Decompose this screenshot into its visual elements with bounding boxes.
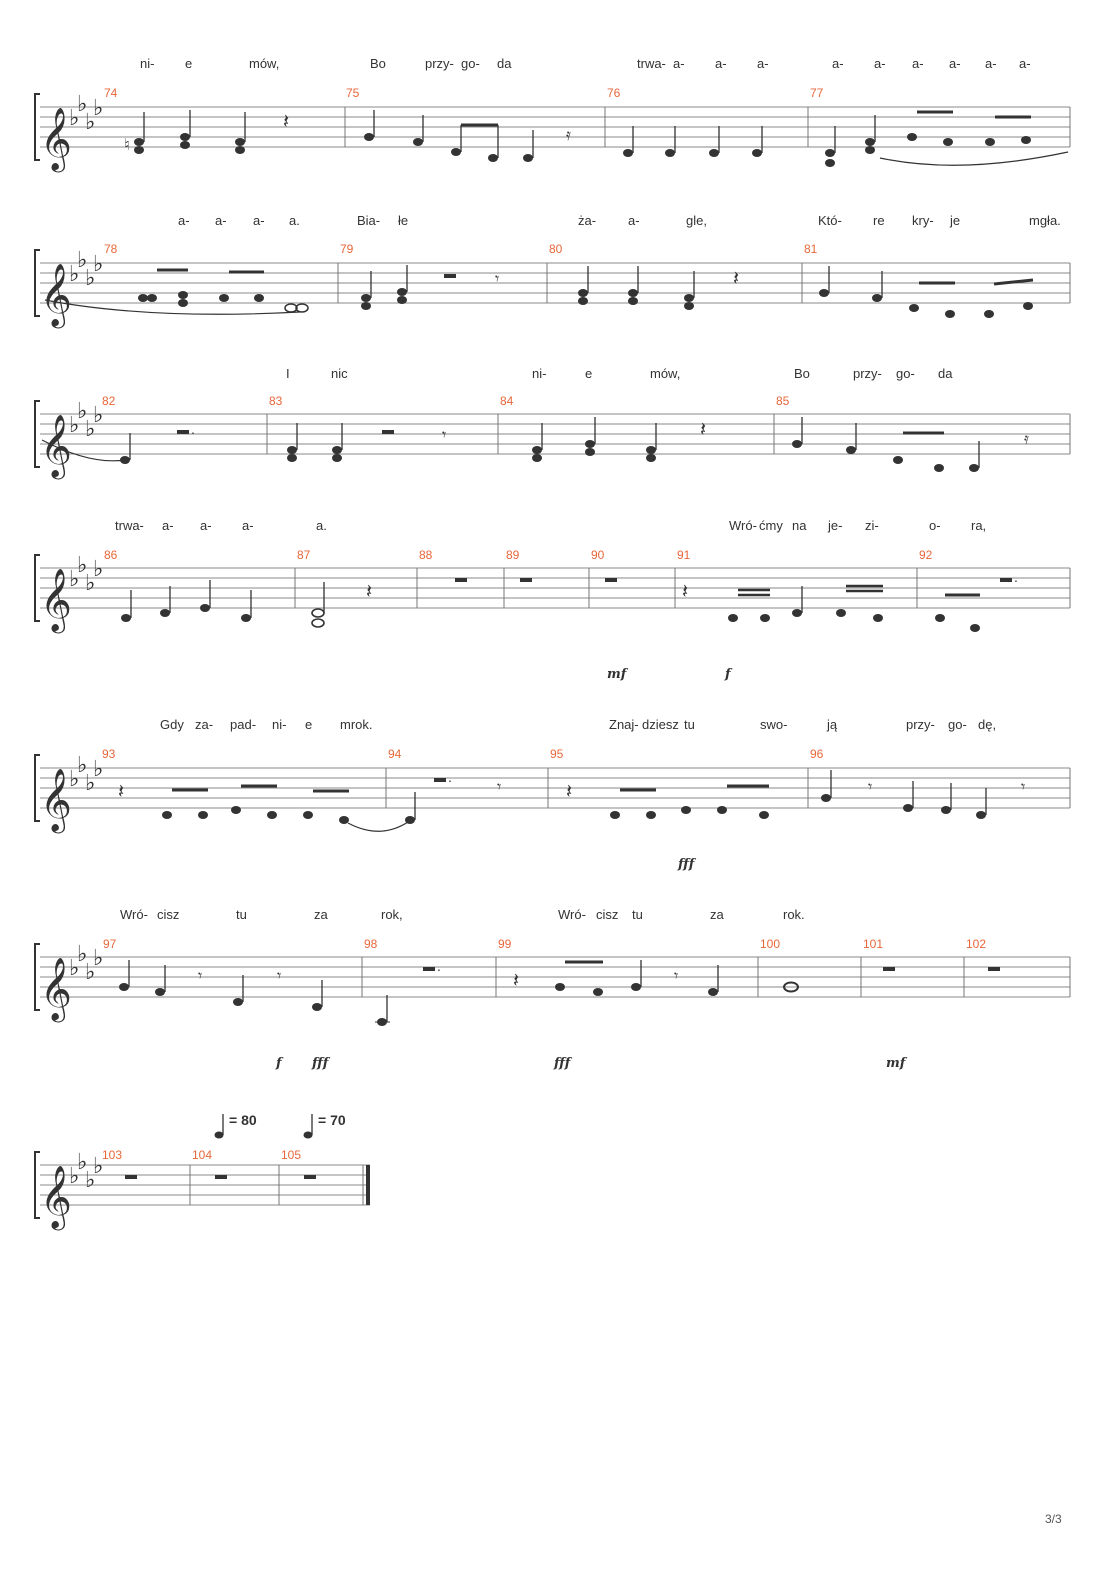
- svg-text:♭: ♭: [69, 956, 80, 981]
- key-signature-flats: [69, 553, 103, 596]
- measure-number: 80: [549, 242, 563, 256]
- measure-number: 101: [863, 937, 884, 951]
- lyric-syllable: a-: [242, 518, 254, 533]
- lyric-syllable: za: [710, 907, 724, 922]
- lyric-syllable: I: [286, 366, 290, 381]
- staff-lines: [40, 263, 1070, 303]
- lyric-syllable: a.: [289, 213, 300, 228]
- lyric-syllable: je: [950, 213, 961, 228]
- measure-number: 98: [364, 937, 378, 951]
- treble-clef-icon: 𝄞: [40, 414, 72, 477]
- lyric-syllable: go-: [896, 366, 915, 381]
- svg-text:♭: ♭: [85, 1168, 96, 1193]
- svg-text:♭: ♭: [85, 417, 96, 442]
- svg-text:𝄽: 𝄽: [682, 579, 689, 603]
- svg-text:♭: ♭: [85, 110, 96, 135]
- dynamic-mark: fff: [312, 1056, 329, 1071]
- lyric-syllable: ją: [827, 717, 838, 732]
- lyric-syllable: na: [792, 518, 807, 533]
- treble-clef-icon: 𝄞: [40, 1165, 72, 1228]
- svg-text:♭: ♭: [85, 960, 96, 985]
- lyric-syllable: a-: [215, 213, 227, 228]
- measure-number: 92: [919, 548, 933, 562]
- page-number: 3/3: [1045, 1512, 1062, 1526]
- lyric-syllable: a-: [874, 56, 886, 71]
- lyric-syllable: mów,: [249, 56, 280, 71]
- lyric-syllable: gle,: [686, 213, 707, 228]
- lyric-syllable: mów,: [650, 366, 681, 381]
- svg-text:.: .: [437, 958, 441, 974]
- lyric-syllable: Wró-: [120, 907, 148, 922]
- lyric-syllable: za: [314, 907, 328, 922]
- lyric-syllable: go-: [461, 56, 480, 71]
- measure-number: 100: [760, 937, 781, 951]
- lyric-syllable: ćmy: [759, 518, 783, 533]
- svg-text:𝄾: 𝄾: [868, 777, 873, 796]
- svg-text:𝄽: 𝄽: [513, 968, 520, 992]
- svg-text:♭: ♭: [85, 771, 96, 796]
- system-4: [35, 518, 1070, 682]
- lyric-syllable: mrok.: [340, 717, 373, 732]
- svg-text:♭: ♭: [93, 946, 104, 971]
- svg-text:♭: ♭: [85, 266, 96, 291]
- lyric-syllable: a-: [832, 56, 844, 71]
- svg-text:♭: ♭: [69, 767, 80, 792]
- svg-text:♭: ♭: [69, 1164, 80, 1189]
- lyric-syllable: Gdy: [160, 717, 184, 732]
- lyric-syllable: a.: [316, 518, 327, 533]
- measure-number: 85: [776, 394, 790, 408]
- svg-text:𝄾: 𝄾: [497, 777, 502, 796]
- lyric-syllable: rok.: [783, 907, 805, 922]
- svg-text:♭: ♭: [93, 403, 104, 428]
- system-7: [35, 1112, 370, 1231]
- measure-number: 97: [103, 937, 117, 951]
- svg-text:♭: ♭: [93, 557, 104, 582]
- svg-text:♭: ♭: [93, 252, 104, 277]
- measure-number: 78: [104, 242, 118, 256]
- lyric-syllable: a-: [628, 213, 640, 228]
- staff-lines: [40, 107, 1070, 147]
- system-3: [35, 366, 1070, 480]
- measure-number: 86: [104, 548, 118, 562]
- lyric-syllable: da: [938, 366, 953, 381]
- measure-number: 87: [297, 548, 311, 562]
- svg-text:♭: ♭: [77, 753, 88, 778]
- measure-number: 93: [102, 747, 116, 761]
- svg-text:𝄾: 𝄾: [495, 269, 500, 288]
- lyric-syllable: pad-: [230, 717, 257, 732]
- lyric-syllable: trwa-: [637, 56, 666, 71]
- tempo-mark-text: = 70: [318, 1112, 346, 1128]
- key-signature-flats: [69, 248, 103, 291]
- svg-text:𝄿: 𝄿: [1024, 429, 1029, 448]
- lyric-syllable: a-: [200, 518, 212, 533]
- lyric-syllable: przy-: [425, 56, 454, 71]
- lyric-syllable: nic: [331, 366, 348, 381]
- measure-number: 95: [550, 747, 564, 761]
- dynamic-mark: mf: [886, 1056, 906, 1071]
- lyric-syllable: go-: [948, 717, 967, 732]
- svg-text:♭: ♭: [69, 413, 80, 438]
- lyric-syllable: je-: [828, 518, 843, 533]
- svg-text:♭: ♭: [69, 106, 80, 131]
- measure-number: 96: [810, 747, 824, 761]
- svg-text:♭: ♭: [77, 399, 88, 424]
- notes: [125, 1175, 316, 1179]
- measure-number: 105: [281, 1148, 302, 1162]
- lyric-syllable: łe: [398, 213, 409, 228]
- lyric-syllable: e: [305, 717, 313, 732]
- lyric-syllable: cisz: [596, 907, 619, 922]
- key-signature-flats: [69, 92, 103, 135]
- svg-text:♭: ♭: [77, 1150, 88, 1175]
- measure-number: 102: [966, 937, 987, 951]
- lyric-syllable: ni-: [272, 717, 287, 732]
- svg-text:𝄽: 𝄽: [366, 579, 373, 603]
- measure-number: 91: [677, 548, 691, 562]
- svg-text:♭: ♭: [93, 96, 104, 121]
- svg-text:𝄾: 𝄾: [198, 966, 203, 985]
- system-5: [35, 717, 1070, 872]
- lyric-syllable: a-: [673, 56, 685, 71]
- svg-text:♭: ♭: [93, 1154, 104, 1179]
- lyric-syllable: cisz: [157, 907, 180, 922]
- lyric-syllable: dę,: [978, 717, 997, 732]
- measure-number: 94: [388, 747, 402, 761]
- lyric-syllable: a-: [162, 518, 174, 533]
- measure-number: 99: [498, 937, 512, 951]
- lyric-syllable: a-: [949, 56, 961, 71]
- measure-number: 103: [102, 1148, 123, 1162]
- measure-number: 82: [102, 394, 116, 408]
- lyric-syllable: re: [873, 213, 885, 228]
- tempo-mark: [304, 1112, 346, 1139]
- staff-lines: [40, 957, 1070, 997]
- svg-text:𝄽: 𝄽: [118, 779, 125, 803]
- measure-number: 90: [591, 548, 605, 562]
- measure-number: 74: [104, 86, 118, 100]
- dynamic-mark: mf: [607, 667, 627, 682]
- system-6: [35, 907, 1070, 1071]
- lyric-syllable: dziesz: [642, 717, 679, 732]
- dynamic-mark: fff: [554, 1056, 571, 1071]
- key-signature-flats: [69, 1150, 103, 1193]
- lyric-syllable: ra,: [971, 518, 987, 533]
- measure-number: 88: [419, 548, 433, 562]
- lyric-syllable: ni-: [140, 56, 155, 71]
- key-signature-flats: [69, 942, 103, 985]
- dynamic-mark: fff: [678, 857, 695, 872]
- lyric-syllable: Bo: [794, 366, 810, 381]
- lyric-syllable: Bia-: [357, 213, 381, 228]
- lyric-syllable: Któ-: [818, 213, 842, 228]
- measure-number: 83: [269, 394, 283, 408]
- lyric-syllable: Wró-: [729, 518, 757, 533]
- treble-clef-icon: 𝄞: [40, 957, 72, 1020]
- svg-text:𝄽: 𝄽: [700, 417, 707, 441]
- treble-clef-icon: 𝄞: [40, 568, 72, 631]
- dynamic-mark: f: [725, 667, 731, 682]
- lyric-syllable: Znaj-: [609, 717, 639, 732]
- lyric-syllable: przy-: [906, 717, 935, 732]
- lyric-syllable: mgła.: [1029, 213, 1061, 228]
- measure-number: 77: [810, 86, 824, 100]
- svg-text:.: .: [191, 421, 195, 437]
- measure-number: 79: [340, 242, 354, 256]
- svg-text:𝄾: 𝄾: [1021, 777, 1026, 796]
- system-2: [35, 213, 1070, 329]
- svg-text:♭: ♭: [77, 942, 88, 967]
- svg-text:♭: ♭: [69, 567, 80, 592]
- lyric-syllable: da: [497, 56, 512, 71]
- lyric-syllable: Bo: [370, 56, 386, 71]
- lyric-syllable: przy-: [853, 366, 882, 381]
- measure-number: 75: [346, 86, 360, 100]
- system-1: [35, 56, 1070, 173]
- lyric-syllable: trwa-: [115, 518, 144, 533]
- treble-clef-icon: 𝄞: [40, 768, 72, 831]
- svg-text:♭: ♭: [77, 92, 88, 117]
- svg-text:.: .: [1014, 569, 1018, 585]
- measure-number: 76: [607, 86, 621, 100]
- staff-lines: [40, 568, 1070, 608]
- svg-text:𝄾: 𝄾: [442, 425, 447, 444]
- measure-number: 104: [192, 1148, 213, 1162]
- tempo-mark: [215, 1112, 257, 1139]
- lyric-syllable: Wró-: [558, 907, 586, 922]
- lyric-syllable: ni-: [532, 366, 547, 381]
- lyric-syllable: a-: [715, 56, 727, 71]
- svg-text:♭: ♭: [77, 553, 88, 578]
- lyric-syllable: zi-: [865, 518, 879, 533]
- svg-text:♭: ♭: [85, 571, 96, 596]
- lyric-syllable: kry-: [912, 213, 934, 228]
- svg-text:𝄿: 𝄿: [566, 125, 571, 144]
- svg-text:♭: ♭: [77, 248, 88, 273]
- lyric-syllable: tu: [632, 907, 643, 922]
- svg-text:𝄽: 𝄽: [733, 266, 740, 290]
- lyric-syllable: rok,: [381, 907, 403, 922]
- notes: [119, 958, 1000, 1026]
- lyric-syllable: tu: [684, 717, 695, 732]
- treble-clef-icon: 𝄞: [40, 263, 72, 326]
- lyric-syllable: a-: [1019, 56, 1031, 71]
- svg-text:𝄾: 𝄾: [277, 966, 282, 985]
- measure-number: 84: [500, 394, 514, 408]
- svg-text:.: .: [448, 769, 452, 785]
- staff-lines: [40, 768, 1070, 808]
- svg-text:♭: ♭: [69, 262, 80, 287]
- svg-text:𝄾: 𝄾: [674, 966, 679, 985]
- key-signature-flats: [69, 399, 103, 442]
- lyric-syllable: o-: [929, 518, 941, 533]
- lyric-syllable: a-: [253, 213, 265, 228]
- lyric-syllable: a-: [912, 56, 924, 71]
- key-signature-flats: [69, 753, 103, 796]
- measure-number: 89: [506, 548, 520, 562]
- lyric-syllable: e: [585, 366, 593, 381]
- dynamic-mark: f: [276, 1056, 282, 1071]
- lyric-syllable: a-: [178, 213, 190, 228]
- lyric-syllable: za-: [195, 717, 214, 732]
- lyric-syllable: tu: [236, 907, 247, 922]
- lyric-syllable: a-: [757, 56, 769, 71]
- notes: [124, 109, 1068, 167]
- svg-text:𝄽: 𝄽: [283, 109, 290, 133]
- treble-clef-icon: 𝄞: [40, 107, 72, 170]
- lyric-syllable: e: [185, 56, 193, 71]
- lyric-syllable: ża-: [578, 213, 597, 228]
- svg-text:𝄽: 𝄽: [566, 779, 573, 803]
- svg-text:♮: ♮: [124, 135, 130, 154]
- tempo-mark-text: = 80: [229, 1112, 257, 1128]
- lyric-syllable: a-: [985, 56, 997, 71]
- measure-number: 81: [804, 242, 818, 256]
- lyric-syllable: swo-: [760, 717, 788, 732]
- svg-text:♭: ♭: [93, 757, 104, 782]
